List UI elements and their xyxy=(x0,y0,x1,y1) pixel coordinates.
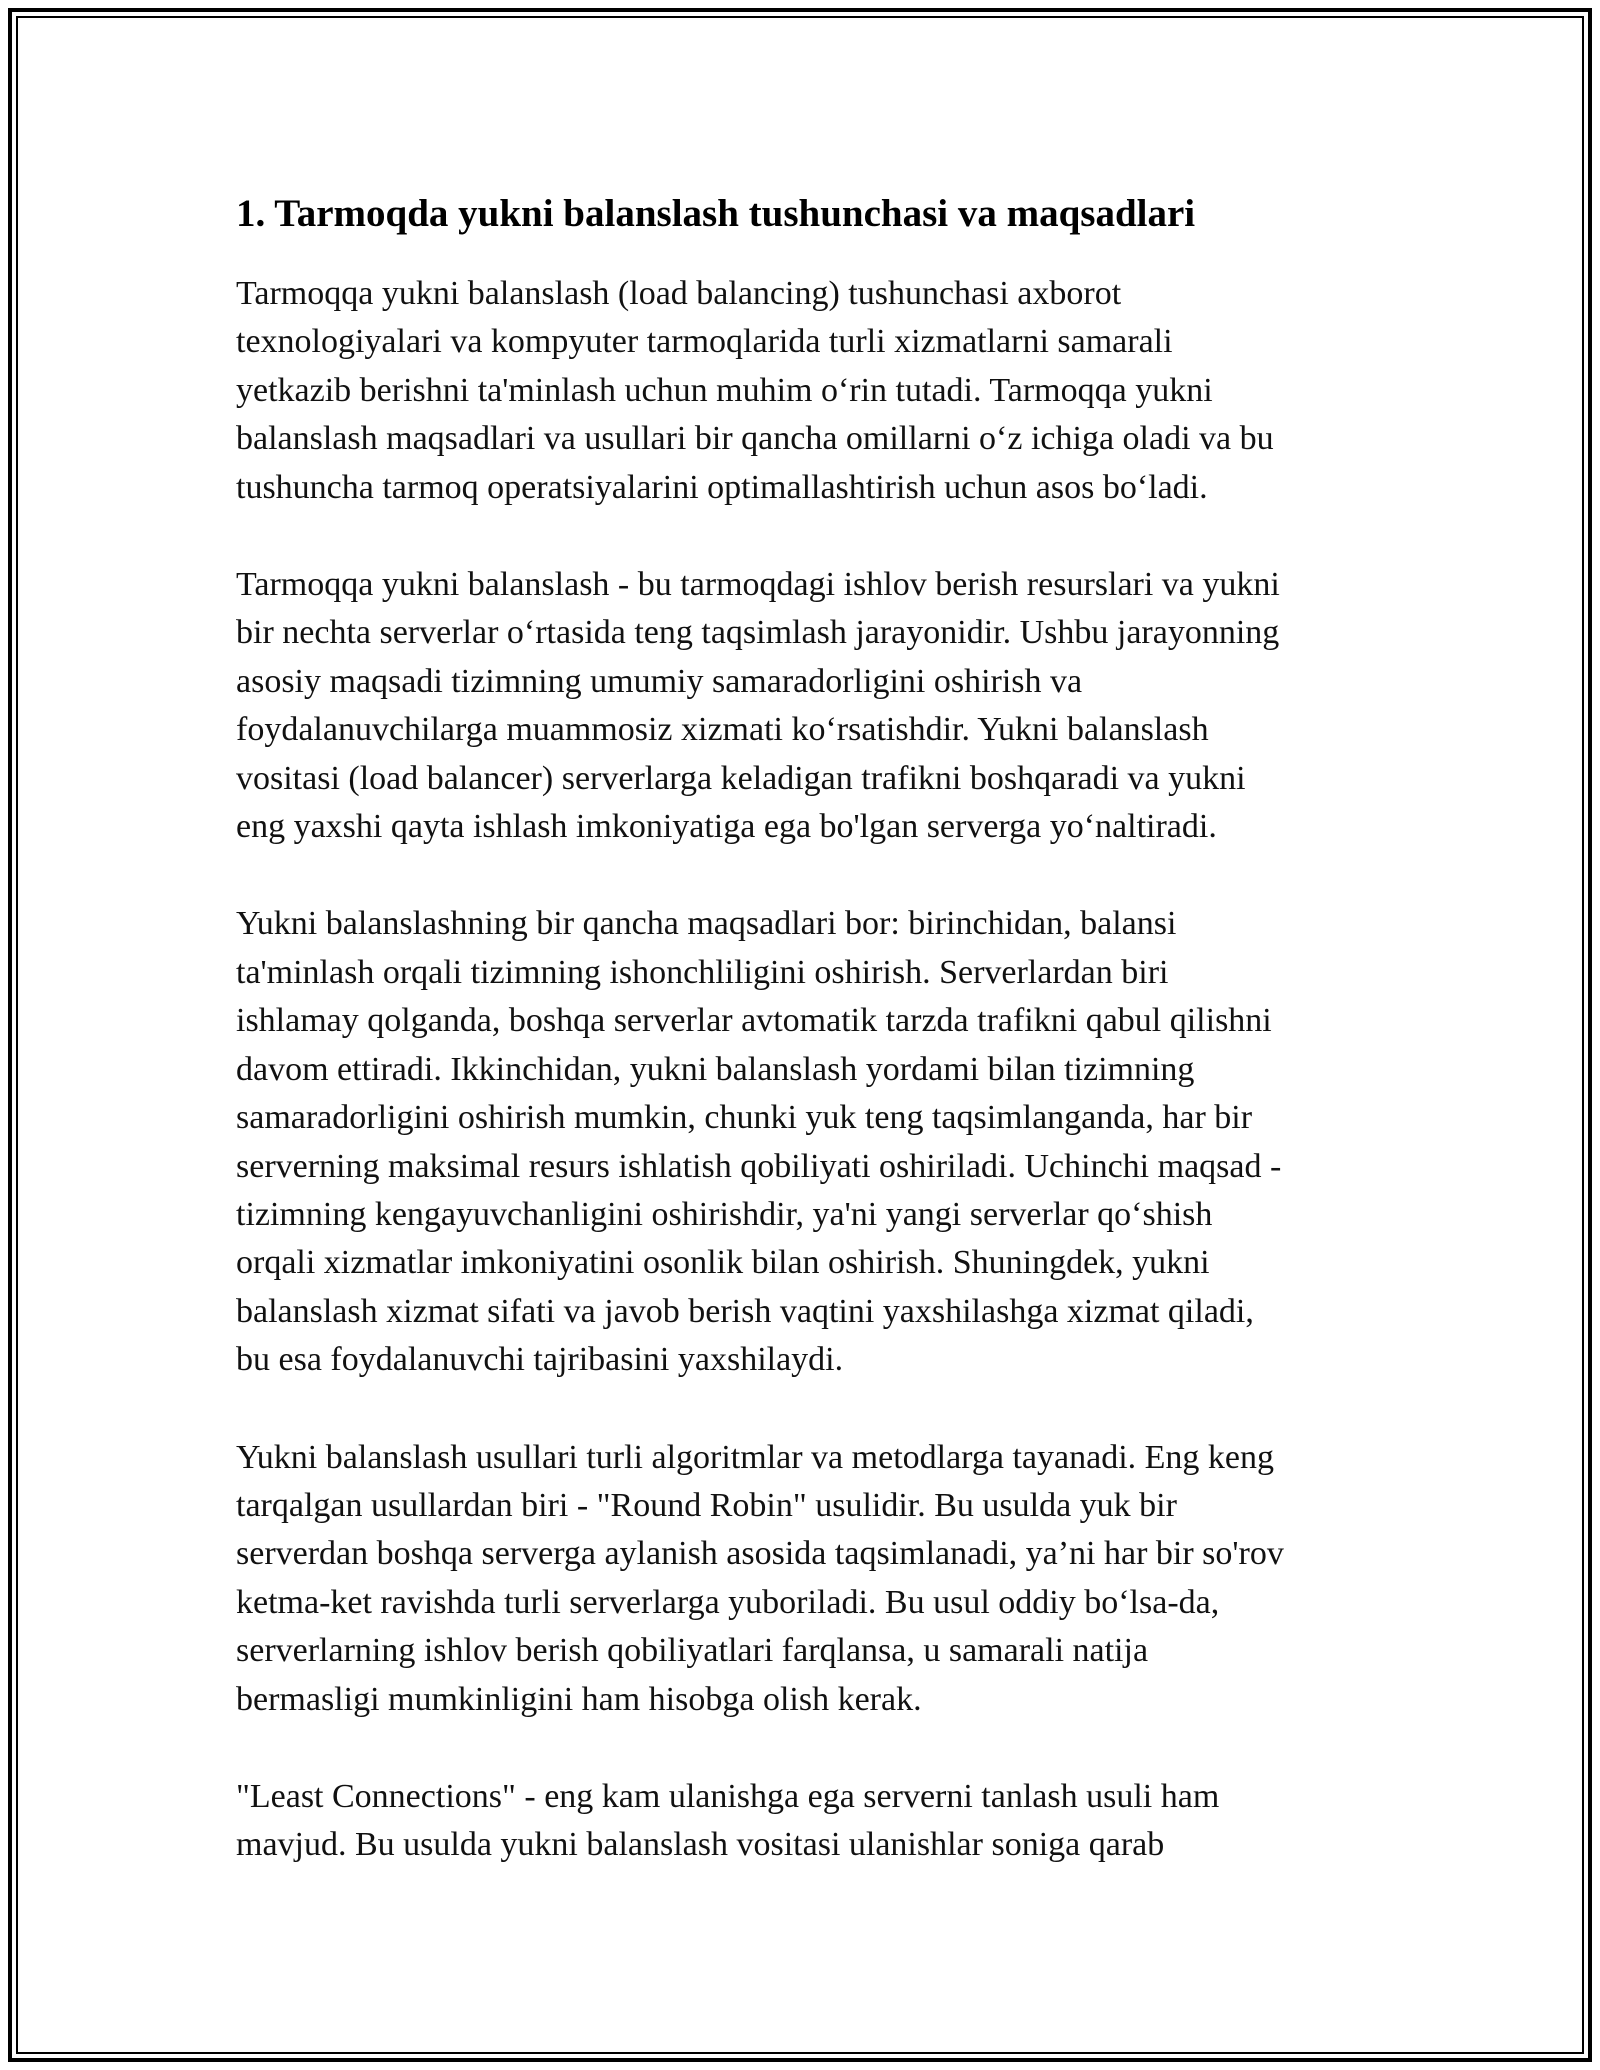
text-line: asosiy maqsadi tizimning umumiy samaradorligini oshirish va xyxy=(236,662,1083,700)
document-body xyxy=(236,186,1386,1919)
text-line: vositasi (load balancer) serverlarga keladigan trafikni boshqaradi va yukni xyxy=(236,759,1246,797)
paragraph-1 xyxy=(236,270,1386,512)
text-line: orqali xizmatlar imkoniyatini osonlik bilan oshirish. Shuningdek, yukni xyxy=(236,1244,1210,1282)
paragraph-4 xyxy=(236,1434,1386,1724)
text-line: balanslash xizmat sifati va javob berish vaqtini yaxshilashga xizmat qiladi, xyxy=(236,1292,1254,1330)
text-line: balanslash maqsadlari va usullari bir qancha omillarni o‘z ichiga oladi va bu xyxy=(236,420,1274,458)
paragraph-5 xyxy=(236,1773,1386,1870)
text-line: samaradorligini oshirish mumkin, chunki yuk teng taqsimlanganda, har bir xyxy=(236,1099,1253,1137)
paragraph-3 xyxy=(236,900,1386,1384)
text-line: Yukni balanslash usullari turli algoritmlar va metodlarga tayanadi. Eng keng xyxy=(236,1438,1274,1476)
text-line: tushuncha tarmoq operatsiyalarini optimallashtirish uchun asos bo‘ladi. xyxy=(236,468,1208,506)
text-line: eng yaxshi qayta ishlash imkoniyatiga ega bo'lgan serverga yo‘naltiradi. xyxy=(236,808,1217,846)
section-heading: 1. Tarmoqda yukni balanslash tushunchasi va maqsadlari xyxy=(236,192,1196,235)
text-line: ta'minlash orqali tizimning ishonchliligini oshirish. Serverlardan biri xyxy=(236,953,1169,991)
text-line: serverning maksimal resurs ishlatish qobiliyati oshiriladi. Uchinchi maqsad - xyxy=(236,1147,1282,1185)
text-line: serverdan boshqa serverga aylanish asosida taqsimlanadi, ya’ni har bir so'rov xyxy=(236,1535,1284,1573)
text-line: bu esa foydalanuvchi tajribasini yaxshilaydi. xyxy=(236,1341,844,1379)
text-line: davom ettiradi. Ikkinchidan, yukni balanslash yordami bilan tizimning xyxy=(236,1050,1195,1088)
text-line: yetkazib berishni ta'minlash uchun muhim o‘rin tutadi. Tarmoqqa yukni xyxy=(236,371,1213,409)
text-line: Tarmoqqa yukni balanslash - bu tarmoqdagi ishlov berish resurslari va yukni xyxy=(236,566,1280,604)
text-line: ishlamay qolganda, boshqa serverlar avtomatik tarzda trafikni qabul qilishni xyxy=(236,1002,1272,1040)
text-line: serverlarning ishlov berish qobiliyatlari farqlansa, u samarali natija xyxy=(236,1632,1149,1670)
text-line: Tarmoqqa yukni balanslash (load balancing) tushunchasi axborot xyxy=(236,275,1122,312)
text-line: tizimning kengayuvchanligini oshirishdir, ya'ni yangi serverlar qo‘shish xyxy=(236,1195,1213,1233)
text-line: foydalanuvchilarga muammosiz xizmati ko‘rsatishdir. Yukni balanslash xyxy=(236,711,1209,749)
text-line: tarqalgan usullardan biri - "Round Robin" usulidir. Bu usulda yuk bir xyxy=(236,1486,1177,1524)
text-line: bir nechta serverlar o‘rtasida teng taqsimlash jarayonidir. Ushbu jarayonning xyxy=(236,614,1280,652)
text-line: "Least Connections" - eng kam ulanishga ega serverni tanlash usuli ham xyxy=(236,1777,1220,1815)
text-line: bermasligi mumkinligini ham hisobga olish kerak. xyxy=(236,1680,922,1718)
text-line: ketma-ket ravishda turli serverlarga yuboriladi. Bu usul oddiy bo‘lsa-da, xyxy=(236,1583,1220,1621)
paragraph-2 xyxy=(236,561,1386,851)
text-line: Yukni balanslashning bir qancha maqsadlari bor: birinchidan, balansi xyxy=(236,905,1177,943)
text-line: texnologiyalari va kompyuter tarmoqlarida turli xizmatlarni samarali xyxy=(236,323,1173,361)
text-line: mavjud. Bu usulda yukni balanslash vositasi ulanishlar soniga qarab xyxy=(236,1826,1165,1864)
paragraphs-container xyxy=(236,270,1386,1870)
